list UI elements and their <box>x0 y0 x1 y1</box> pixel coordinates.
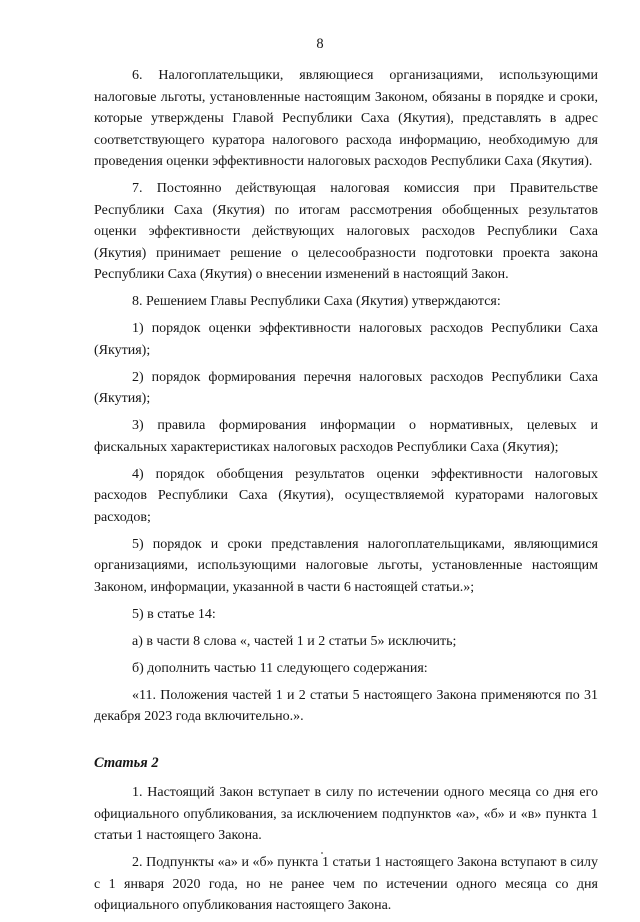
paragraph: 2. Подпункты «а» и «б» пункта 1 статьи 1 настоящего Закона вступают в силу с 1 января 2020 года, но не ранее чем по истечении одного месяца со дня официального опубликования настоящего Закона. <box>94 855 598 913</box>
page-number: 8 <box>316 36 324 52</box>
list-item: 4) порядок обобщения результатов оценки эффективности налоговых расходов Республики Саха (Якутия), осуществляемой кураторами налоговых расходов; <box>94 466 598 525</box>
paragraph: а) в части 8 слова «, частей 1 и 2 статьи 5» исключить; <box>132 633 457 649</box>
paragraph: 6. Налогоплательщики, являющиеся организациями, использующими налоговые льготы, установленные настоящим Законом, обязаны в порядке и сроки, которые утверждены Главой Республики Саха (Якутия), представлять в адрес соответствующего куратора налогового расхода информацию, необходимую для проведения оценки эффективности налоговых расходов Республики Саха (Якутия). <box>94 68 598 169</box>
list-item: 1) порядок оценки эффективности налоговых расходов Республики Саха (Якутия); <box>94 321 598 358</box>
paragraph: 5) в статье 14: <box>132 606 216 622</box>
list-item: 3) правила формирования информации о нормативных, целевых и фискальных характеристиках налоговых расходов Республики Саха (Якутия); <box>94 418 598 455</box>
list-item: 5) порядок и сроки представления налогоплательщиками, являющимися организациями, использующими налоговые льготы, установленные настоящим Законом, информации, указанной в части 6 настоящей статьи.»; <box>94 536 598 595</box>
paragraph: б) дополнить частью 11 следующего содержания: <box>132 660 428 676</box>
list-item: 2) порядок формирования перечня налоговых расходов Республики Саха (Якутия); <box>94 369 598 406</box>
document-body <box>94 65 598 922</box>
paragraph: 8. Решением Главы Республики Саха (Якутия) утверждаются: <box>132 294 501 309</box>
paragraph: «11. Положения частей 1 и 2 статьи 5 настоящего Закона применяются по 31 декабря 2023 года включительно.». <box>94 687 598 724</box>
paragraph: 1. Настоящий Закон вступает в силу по истечении одного месяца со дня его официального опубликования, за исключением подпунктов «а», «б» и «в» пункта 1 статьи 1 настоящего Закона. <box>94 785 598 843</box>
section-title: Статья 2 <box>94 754 159 771</box>
scan-speck <box>321 852 323 854</box>
paragraph: 7. Постоянно действующая налоговая комиссия при Правительстве Республики Саха (Якутия) по итогам рассмотрения обобщенных результатов оценки эффективности действующих налоговых расходов Республики Саха (Якутия) принимает решение о целесообразности подготовки проекта закона Республики Саха (Якутия) о внесении изменений в настоящий Закон. <box>94 181 598 282</box>
